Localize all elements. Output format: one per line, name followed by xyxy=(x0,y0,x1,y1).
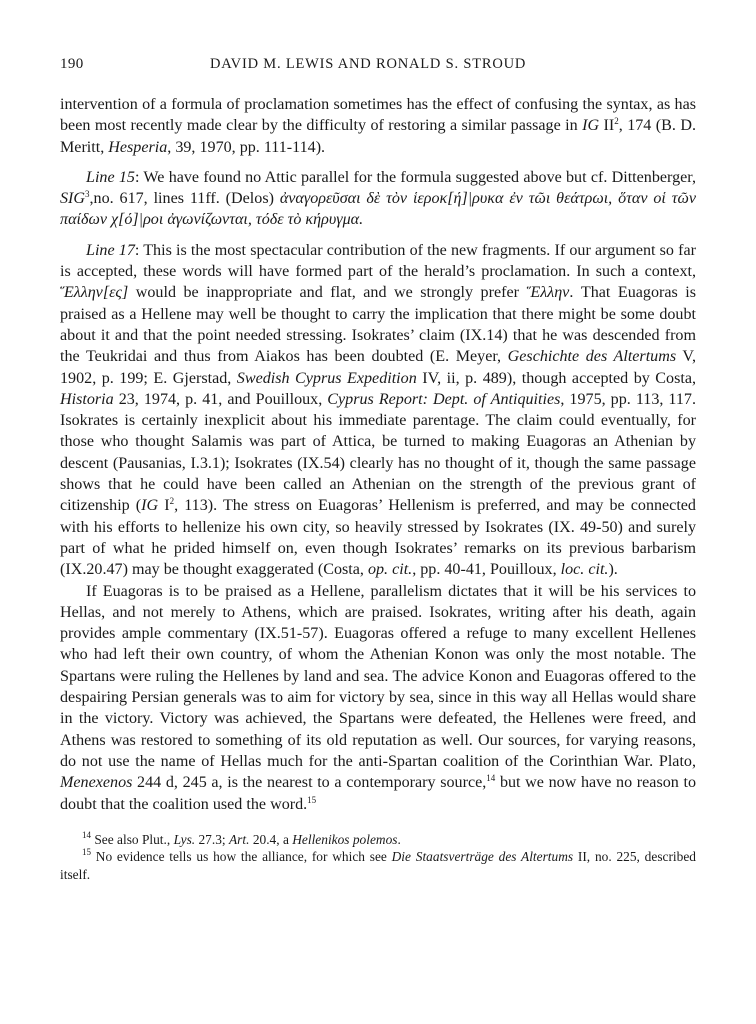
text-run: , 174 (B. D. Meritt, xyxy=(60,117,696,156)
line-label: Line 15 xyxy=(86,168,135,186)
text-run: See also Plut., xyxy=(91,831,174,847)
paragraph-hellene xyxy=(60,581,696,815)
footnotes xyxy=(60,831,696,884)
citation-title: Lys. xyxy=(173,831,196,847)
citation-title: Cyprus Report: Dept. of Antiquities xyxy=(327,390,561,408)
text-run: : We have found no Attic parallel for the formula suggested above but cf. Dittenberger, xyxy=(134,168,697,186)
citation-hesperia: Hesperia xyxy=(108,138,168,156)
superscript: 2 xyxy=(169,496,175,507)
text-run: , 113). The stress on Euagoras’ Hellenism is preferred, and may be connected with his efforts to hellenize his own city, so heavily stressed by Isokrates (IX. 49-50) and surely part of what he prided himself on, even though Isokrates’ remarks on its previous barbarism (IX.20.47) may be thought exaggerated (Costa, xyxy=(60,497,696,579)
citation-title: Art. xyxy=(229,831,250,847)
text-run: IV, ii, p. 489), though accepted by Costa, xyxy=(416,369,696,387)
text-run: ). xyxy=(608,561,618,579)
text-run: , 39, 1970, pp. 111-114). xyxy=(167,138,326,156)
citation-ig: IG xyxy=(141,497,159,515)
body-text xyxy=(60,94,696,815)
text-run: ,no. 617, lines 11ff. (Delos) xyxy=(89,190,280,208)
text-run: intervention of a formula of proclamation sometimes has the effect of confusing the syntax, as has been most recently made clear by the difficulty of restoring a similar passage in xyxy=(60,96,696,135)
text-run: V, 1902, p. 199; E. Gjerstad, xyxy=(60,348,696,387)
text-run: 244 d, 245 a, is the nearest to a contemporary source, xyxy=(132,774,487,792)
text-run: 20.4, a xyxy=(249,831,293,847)
text-run: II, no. 225, described itself. xyxy=(60,849,696,882)
text-run: 27.3; xyxy=(195,831,229,847)
text-run: If Euagoras is to be praised as a Hellene, parallelism dictates that it will be his services to Hellas, and not merely to Athens, which are praised. Isokrates, writing after his death, again provides ample commentary (IX.51-57). Euagoras offered a refuge to many excellent Hellenes who had left their own country, of whom the Athenian Konon was only the most notable. The Spartans were ruling the Hellenes by land and sea. The advice Konon and Euagoras offered to the despairing Persian generals was to aim for victory by sea, since in this way all Hellas would share in the victory. Victory was achieved, the Spartans were defeated, the Hellenes were freed, and Athens was restored to something of its old reputation as well. Our sources, for varying reasons, do not use the name of Hellas much for the anti-Spartan coalition of the Corinthian War. Plato, xyxy=(60,582,696,770)
greek-word: Ἕλλην[ες] xyxy=(60,284,129,302)
paragraph-line-17 xyxy=(60,240,696,581)
greek-word: Ἕλλην xyxy=(526,284,570,302)
page xyxy=(60,56,696,883)
footnote-ref-14[interactable]: 14 xyxy=(486,773,496,784)
line-label: Line 17 xyxy=(86,241,135,259)
citation-phrase: Hellenikos polemos xyxy=(292,831,398,847)
text-run: , 1975, pp. 113, 117. Isokrates is certainly inexplicit about his immediate parentage. The claim could eventually, for those who thought Salamis was part of Attica, be turned to making Euagoras an Athenian by descent (Pausanias, I.3.1); Isokrates (IX.54) clearly has no thought of it, though the same passage shows that he could have been called an Athenian on the strength of the previous grant of citizenship ( xyxy=(60,390,696,515)
text-run: : This is the most spectacular contribution of the new fragments. If our argument so far is accepted, these words will have formed part of the herald’s proclamation. In such a context, xyxy=(60,241,696,281)
running-head-authors: DAVID M. LEWIS AND RONALD S. STROUD xyxy=(210,56,527,72)
running-head xyxy=(60,56,696,80)
text-run: . xyxy=(397,831,401,847)
footnote-number: 14 xyxy=(82,829,91,840)
citation-title: Menexenos xyxy=(60,774,133,792)
text-run: I xyxy=(158,497,170,515)
footnote-ref-15[interactable]: 15 xyxy=(307,794,317,805)
text-run: II xyxy=(599,117,615,135)
text-run: but we now have no reason to doubt that the coalition used the word. xyxy=(60,774,696,813)
citation-abbrev: loc. cit. xyxy=(560,561,609,579)
text-run: . That Euagoras is praised as a Hellene may well be thought to carry the implication that there might be some doubt about it and that the point needed stressing. Isokrates’ claim (IX.14) that he was descended from the Teukridai and thus from Aiakos has been doubted (E. Meyer, xyxy=(60,284,697,366)
text-run: 23, 1974, p. 41, and Pouilloux, xyxy=(113,390,328,408)
citation-title: Historia xyxy=(60,390,114,408)
greek-quotation: ἀναγορεῦσαι δὲ τὸν ἱεροκ[ή]|ρυκα ἐν τῶι θεάτρωι, ὅταν οἱ τῶν παίδων χ[ό]|ροι ἀγωνίζωνται, τόδε τὸ κήρυγμα. xyxy=(60,190,697,229)
page-number: 190 xyxy=(60,56,84,72)
citation-sig: SIG xyxy=(60,190,86,208)
paragraph-line-15 xyxy=(60,167,696,231)
text-run: would be inappropriate and flat, and we strongly prefer xyxy=(128,284,527,302)
citation-abbrev: op. cit. xyxy=(367,561,413,579)
superscript: 2 xyxy=(614,116,619,127)
footnote-15 xyxy=(60,848,696,883)
paragraph-intro-continuation xyxy=(60,94,696,158)
text-run: , pp. 40-41, Pouilloux, xyxy=(412,561,561,579)
citation-ig: IG xyxy=(582,117,600,135)
footnote-14 xyxy=(60,831,696,849)
citation-title: Swedish Cyprus Expedition xyxy=(236,369,417,387)
superscript: 3 xyxy=(85,189,90,200)
footnote-number: 15 xyxy=(82,847,91,858)
text-run: No evidence tells us how the alliance, for which see xyxy=(91,849,392,865)
citation-title: Die Staatsverträge des Altertums xyxy=(391,849,574,865)
citation-title: Geschichte des Altertums xyxy=(507,348,677,366)
